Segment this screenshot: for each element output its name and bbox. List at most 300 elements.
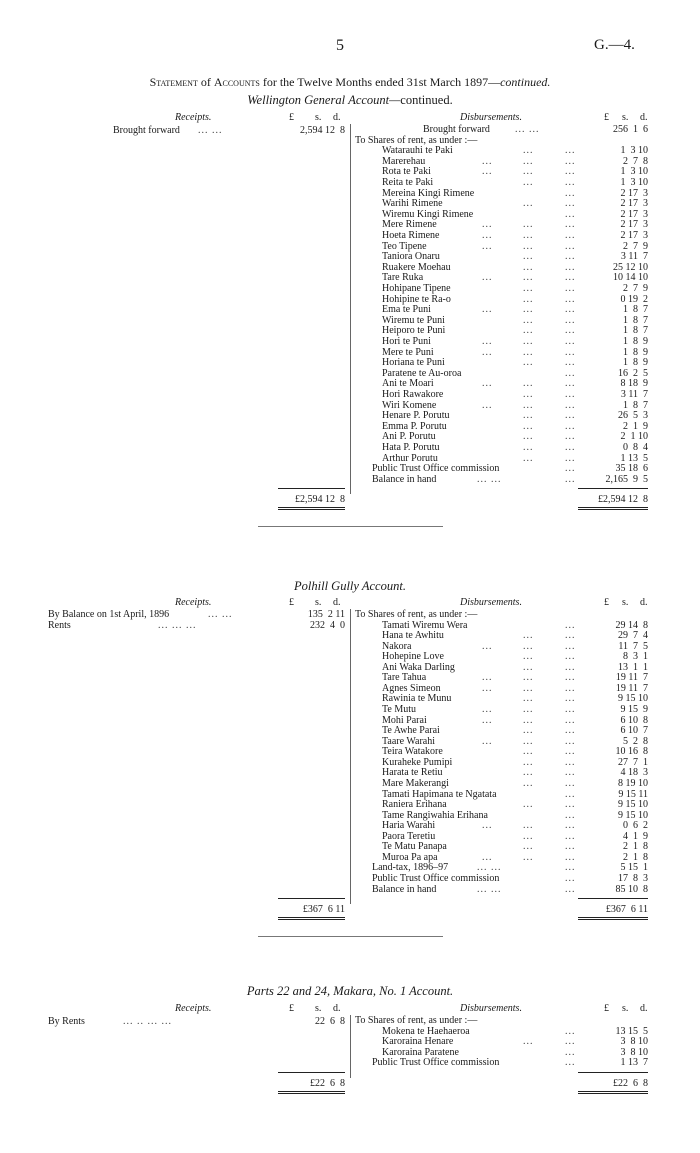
paper-reference: G.—4. (594, 37, 635, 53)
receipts-header: Receipts. (175, 112, 212, 123)
payee-name: Hohipane Tipene (382, 283, 451, 294)
disbursement-row (382, 230, 648, 241)
disbursement-row (382, 672, 648, 683)
payee-name: Hori te Puni (382, 336, 431, 347)
disbursement-row (382, 347, 648, 358)
disbursement-leader: ... (565, 208, 576, 220)
disbursement-amount: 3 11 7 (620, 389, 648, 400)
disbursement-amount: 9 15 10 (618, 799, 648, 811)
disbursement-leader: ... (523, 704, 534, 716)
receipts-currency-shillings: s. (315, 597, 322, 608)
disbursement-amount: 0 8 4 (623, 442, 648, 453)
payee-name: Mere Rimene (382, 219, 437, 231)
receipts-currency-pence: d. (333, 112, 341, 123)
disbursement-leader: ... (565, 682, 576, 694)
receipts-currency-pounds: £ (289, 1003, 294, 1014)
disbursement-leader: ... (565, 357, 576, 369)
disbursement-row (382, 378, 648, 389)
disbursement-row (382, 841, 648, 852)
disbursement-leader: ... (523, 714, 534, 726)
disbursement-leader: ... (565, 378, 576, 390)
disbursement-leader: ... (565, 177, 576, 188)
disbursement-amount: 2 17 3 (620, 219, 648, 231)
disbursement-leader: ... (565, 145, 576, 157)
disbursement-row (382, 757, 648, 768)
disbursement-leader: ... (523, 261, 534, 273)
disbursement-row (382, 188, 648, 199)
disbursement-tail-label: Balance in hand (372, 883, 437, 895)
disbursement-leader: ... (565, 187, 576, 199)
payee-name: Tare Ruka (382, 272, 424, 284)
disbursement-leader: ... (565, 261, 576, 273)
disbursement-row (382, 209, 648, 220)
payee-name: Karoraina Paratene (382, 1046, 459, 1058)
disbursement-leader: ... (565, 155, 576, 167)
receipt-label: By Balance on 1st April, 1896 (48, 609, 170, 620)
disbursement-amount: 6 10 7 (620, 725, 648, 737)
payee-name: Te Awhe Parai (382, 725, 440, 737)
payee-name: Ani P. Porutu (382, 431, 436, 443)
disbursement-leader: ... (565, 442, 576, 453)
disbursement-amount: 25 12 10 (613, 261, 648, 273)
disbursement-tail-row (372, 463, 648, 474)
disbursement-leader: ... (523, 357, 534, 369)
disbursement-leader: ... (523, 272, 534, 284)
disbursement-amount: 17 8 3 (618, 873, 648, 884)
receipt-amount: 22 6 8 (315, 1016, 345, 1027)
disbursements-total-rule (578, 898, 648, 899)
disbursement-leader: ... (523, 630, 534, 642)
disbursement-row (382, 198, 648, 209)
section-title-continued: continued. (400, 93, 453, 107)
disbursement-row (382, 336, 648, 347)
disbursement-leader: ... (482, 820, 493, 832)
disbursement-leader: ... (565, 725, 576, 737)
disbursement-amount: 11 7 5 (618, 640, 648, 652)
receipt-row (48, 609, 345, 620)
disbursement-amount: 2 17 3 (620, 198, 648, 210)
disbursement-leader: ... (565, 304, 576, 316)
payee-name: Mereina Kingi Rimene (382, 187, 475, 199)
disbursement-leader: ... (523, 378, 534, 390)
payee-name: Rota te Paki (382, 166, 431, 178)
receipt-leader: ... .. ... ... (123, 1016, 172, 1027)
disbursement-leader: ... (523, 735, 534, 747)
disbursement-amount: 9 15 9 (620, 704, 648, 716)
disbursement-tail-label: Public Trust Office commission (372, 873, 500, 884)
disbursement-leader: ... (565, 1036, 576, 1048)
disbursement-amount: 2 1 10 (620, 431, 648, 443)
disbursement-row (382, 357, 648, 368)
disbursement-row (382, 294, 648, 305)
disbursement-row (382, 431, 648, 442)
receipts-total-double-rule (278, 1091, 345, 1094)
disbursement-amount: 4 18 3 (620, 767, 648, 779)
disbursement-leader: ... (565, 756, 576, 768)
receipt-leader: ... ... ... (158, 619, 197, 631)
disbursement-leader: ... (565, 693, 576, 705)
disbursement-leader: ... (565, 777, 576, 789)
disbursement-leader: ... (565, 746, 576, 758)
disbursement-leader: ... (565, 367, 576, 379)
disbursement-leader: ... (565, 851, 576, 863)
disbursement-leader: ... (523, 746, 534, 758)
disbursement-leader: ... (482, 714, 493, 726)
disbursement-row (382, 651, 648, 662)
disbursement-leader: ... (565, 873, 576, 884)
disbursement-leader: ... (482, 272, 493, 284)
disbursement-amount: 2 7 9 (623, 283, 648, 294)
payee-name: Ani Waka Darling (382, 661, 455, 673)
disbursement-leader: ... (523, 314, 534, 326)
disbursement-amount: 27 7 1 (618, 756, 648, 768)
disbursement-leader: ... (523, 177, 534, 188)
disbursement-leader: ... (482, 672, 493, 684)
disbursement-amount: 1 8 7 (623, 325, 648, 337)
disbursement-leader: ... (482, 682, 493, 694)
disbursement-amount: 10 16 8 (615, 746, 648, 758)
disbursement-intro-row (355, 135, 648, 146)
payee-name: Mare Makerangi (382, 777, 449, 789)
receipt-label: Rents (48, 619, 71, 631)
disbursement-row (382, 725, 648, 736)
disbursement-leader: ... ... (477, 883, 502, 895)
disbursement-row (382, 389, 648, 400)
disbursement-intro-row (355, 124, 648, 135)
disbursement-amount: 0 19 2 (620, 293, 648, 305)
disbursement-leader: ... (523, 389, 534, 400)
disbursement-amount: 13 1 1 (618, 661, 648, 673)
disbursement-leader: ... (565, 883, 576, 895)
disbursement-leader: ... (565, 452, 576, 464)
section-divider (258, 936, 443, 937)
disbursement-leader: ... (565, 672, 576, 684)
section-title (0, 579, 700, 594)
disbursements-total: £2,594 12 8 (598, 494, 648, 506)
receipts-total-rule (278, 898, 345, 899)
disbursement-leader: ... (482, 704, 493, 716)
disbursement-amount: 1 8 7 (623, 314, 648, 326)
disbursement-row (382, 799, 648, 810)
disbursement-leader: ... (523, 336, 534, 347)
payee-name: Wiremu Kingi Rimene (382, 208, 474, 220)
disbursement-leader: ... ... (515, 124, 540, 135)
disbursement-amount: 256 1 6 (613, 124, 648, 135)
disbursement-amount: 1 8 9 (623, 357, 648, 369)
disbursement-leader: ... (565, 283, 576, 294)
title-of-word: of (200, 75, 211, 89)
disbursement-leader: ... (523, 346, 534, 358)
disbursement-leader: ... (482, 155, 493, 167)
disbursement-amount: 1 13 5 (620, 452, 648, 464)
disbursement-leader: ... (523, 756, 534, 768)
section-title-account: Account. (409, 984, 454, 998)
disbursement-leader: ... (565, 463, 576, 475)
disbursements-total-double-rule (578, 1091, 648, 1094)
disbursement-row (382, 641, 648, 652)
disbursement-leader: ... (565, 336, 576, 347)
disbursements-header: Disbursements. (460, 112, 522, 123)
disbursement-leader: ... (482, 240, 493, 252)
disbursement-amount: 1 3 10 (620, 166, 648, 178)
disbursement-row (382, 453, 648, 464)
disbursement-tail-row (372, 873, 648, 884)
receipts-total: £2,594 12 8 (295, 494, 345, 506)
disbursement-leader: ... (482, 378, 493, 390)
payee-name: Te Mutu (382, 704, 417, 716)
disbursement-leader: ... (565, 389, 576, 400)
disbursement-amount: 2 7 9 (623, 240, 648, 252)
payee-name: Te Matu Panapa (382, 841, 447, 853)
disbursement-leader: ... (565, 830, 576, 842)
disbursement-leader: ... (523, 452, 534, 464)
payee-name: Taniora Onaru (382, 251, 440, 263)
disbursement-intro-row (355, 609, 648, 620)
column-separator (350, 609, 351, 904)
disbursement-leader: ... (565, 788, 576, 800)
disbursement-amount: 16 2 5 (618, 367, 648, 379)
payee-name: Hohepine Love (382, 651, 444, 663)
disbursement-amount: 29 14 8 (615, 619, 648, 631)
disbursement-leader: ... (565, 230, 576, 241)
disbursement-row (382, 620, 648, 631)
payee-name: Hori Rawakore (382, 389, 444, 400)
disbursement-leader: ... (523, 799, 534, 811)
disbursement-leader: ... (565, 651, 576, 663)
disbursement-leader: ... (565, 661, 576, 673)
disbursement-row (382, 442, 648, 453)
disbursement-leader: ... (523, 240, 534, 252)
disbursement-leader: ... (482, 304, 493, 316)
payee-name: Heiporo te Puni (382, 325, 446, 337)
disbursements-total: £22 6 8 (613, 1078, 648, 1089)
disbursements-total-double-rule (578, 917, 648, 920)
disbursement-leader: ... (565, 841, 576, 853)
receipts-currency-pounds: £ (289, 112, 294, 123)
section-title-account: Account. (361, 579, 406, 593)
disbursement-leader: ... (523, 442, 534, 453)
disbursement-leader: ... (565, 240, 576, 252)
disbursement-amount: 2 17 3 (620, 230, 648, 241)
disbursement-row (382, 831, 648, 842)
disbursement-leader: ... (482, 640, 493, 652)
disbursement-leader: ... (523, 325, 534, 337)
payee-name: Hana te Awhitu (382, 630, 444, 642)
disbursement-leader: ... (523, 820, 534, 832)
disbursement-leader: ... (565, 251, 576, 263)
disbursement-leader: ... (565, 630, 576, 642)
disbursement-amount: 2 7 8 (623, 155, 648, 167)
disbursement-leader: ... (482, 219, 493, 231)
disbursement-intro-label: Brought forward (423, 124, 490, 135)
disbursement-tail-row (372, 862, 648, 873)
payee-name: Mere te Puni (382, 346, 434, 358)
receipts-currency-shillings: s. (315, 1003, 322, 1014)
column-separator (350, 1015, 351, 1078)
payee-name: Horiana te Puni (382, 357, 445, 369)
disbursement-amount: 1 3 10 (620, 177, 648, 188)
disbursement-leader: ... ... (477, 473, 502, 485)
disbursement-amount: 1 13 7 (620, 1057, 648, 1069)
disb-currency-pence: d. (640, 112, 648, 123)
title-rest: for the Twelve Months ended 31st March 1897— (262, 75, 501, 89)
receipts-total-rule (278, 1072, 345, 1073)
disb-currency-shillings: s. (622, 112, 629, 123)
payee-name: Agnes Simeon (382, 682, 441, 694)
disbursement-leader: ... (523, 661, 534, 673)
disbursement-amount: 5 15 1 (620, 862, 648, 874)
disbursement-leader: ... (565, 272, 576, 284)
payee-name: Wiri Komene (382, 399, 437, 411)
disbursement-amount: 8 3 1 (623, 651, 648, 663)
disbursements-header: Disbursements. (460, 1003, 522, 1014)
disbursement-leader: ... (565, 619, 576, 631)
disbursement-amount: 0 6 2 (623, 820, 648, 832)
disbursement-leader: ... (565, 1025, 576, 1037)
disbursement-amount: 8 18 9 (620, 378, 648, 390)
disbursement-leader: ... (523, 410, 534, 422)
payee-name: Paratene te Au-oroa (382, 367, 462, 379)
disbursement-leader: ... (565, 640, 576, 652)
disbursement-leader: ... (482, 735, 493, 747)
section-divider (258, 526, 443, 527)
disbursement-row (382, 219, 648, 230)
disbursement-amount: 2 1 9 (623, 420, 648, 432)
payee-name: Hohipine te Ra-o (382, 293, 451, 305)
disb-currency-pounds: £ (604, 597, 609, 608)
payee-name: Rawinia te Munu (382, 693, 452, 705)
payee-name: Tame Rangiwahia Erihana (382, 809, 488, 821)
payee-name: Tare Tahua (382, 672, 427, 684)
disbursement-leader: ... (523, 283, 534, 294)
disbursement-amount: 9 15 10 (618, 693, 648, 705)
disbursement-leader: ... (565, 704, 576, 716)
disbursement-leader: ... (565, 314, 576, 326)
disbursement-row (382, 400, 648, 411)
payee-name: Teira Watakore (382, 746, 443, 758)
disb-currency-pounds: £ (604, 1003, 609, 1014)
disbursement-leader: ... (523, 640, 534, 652)
receipts-total: £367 6 11 (302, 904, 345, 916)
disbursement-amount: 3 11 7 (620, 251, 648, 263)
disbursement-leader: ... (565, 820, 576, 832)
disbursement-intro-row (355, 1015, 648, 1026)
disbursement-leader: ... (565, 346, 576, 358)
disbursement-amount: 3 8 10 (620, 1036, 648, 1048)
disbursement-amount: 19 11 7 (615, 682, 648, 694)
disbursement-leader: ... (523, 219, 534, 231)
disbursement-leader: ... (482, 230, 493, 241)
payee-name: Taare Warahi (382, 735, 435, 747)
disbursement-leader: ... (523, 155, 534, 167)
disbursement-leader: ... (523, 198, 534, 210)
disbursement-intro-label: To Shares of rent, as under :— (355, 1015, 478, 1026)
disbursement-row (382, 251, 648, 262)
disbursement-leader: ... (523, 420, 534, 432)
disbursement-leader: ... (523, 693, 534, 705)
disbursement-leader: ... (565, 219, 576, 231)
disb-currency-pounds: £ (604, 112, 609, 123)
section-title (0, 984, 700, 999)
payee-name: Reita te Paki (382, 177, 434, 188)
receipt-amount: 135 2 11 (307, 609, 345, 620)
disbursement-amount: 2 1 8 (623, 841, 648, 853)
disbursement-amount: 2 17 3 (620, 187, 648, 199)
payee-name: Emma P. Porutu (382, 420, 447, 432)
payee-name: Ema te Puni (382, 304, 431, 316)
disb-currency-shillings: s. (622, 1003, 629, 1014)
disbursement-row (382, 304, 648, 315)
receipts-currency-shillings: s. (315, 112, 322, 123)
disbursement-leader: ... (482, 336, 493, 347)
payee-name: Haria Warahi (382, 820, 436, 832)
disbursement-amount: 1 8 7 (623, 304, 648, 316)
receipt-amount: 2,594 12 8 (300, 125, 345, 136)
disbursement-intro-label: To Shares of rent, as under :— (355, 609, 478, 620)
receipts-currency-pounds: £ (289, 597, 294, 608)
disbursement-row (382, 767, 648, 778)
disbursement-row (382, 1036, 648, 1047)
disbursement-leader: ... (565, 1057, 576, 1069)
disbursement-amount: 35 18 6 (615, 463, 648, 475)
disbursement-row (382, 693, 648, 704)
receipt-label: By Rents (48, 1016, 85, 1027)
disbursement-leader: ... (523, 651, 534, 663)
column-separator (350, 124, 351, 494)
disbursement-row (382, 241, 648, 252)
disbursement-leader: ... (523, 304, 534, 316)
disbursement-leader: ... (565, 862, 576, 874)
receipt-row (48, 1016, 345, 1027)
disbursement-row (382, 715, 648, 726)
disbursement-leader: ... (523, 841, 534, 853)
disbursement-amount: 8 19 10 (618, 777, 648, 789)
payee-name: Marerehau (382, 155, 426, 167)
payee-name: Raniera Erihana (382, 799, 447, 811)
payee-name: Wiremu te Puni (382, 314, 445, 326)
payee-name: Karoraina Henare (382, 1036, 454, 1048)
disbursement-leader: ... (565, 198, 576, 210)
disbursement-leader: ... (565, 1046, 576, 1058)
disbursement-amount: 85 10 8 (615, 883, 648, 895)
disbursement-row (382, 166, 648, 177)
disbursement-row (382, 683, 648, 694)
title-accounts-word: Accounts (213, 75, 260, 89)
disbursement-row (382, 778, 648, 789)
title-continued: continued. (500, 75, 551, 89)
disbursement-amount: 1 8 9 (623, 346, 648, 358)
disbursement-row (382, 283, 648, 294)
payee-name: Tamati Wiremu Wera (382, 619, 468, 631)
disbursement-tail-row (372, 1057, 648, 1068)
receipts-currency-pence: d. (333, 1003, 341, 1014)
disbursement-leader: ... (523, 672, 534, 684)
disbursement-leader: ... (482, 851, 493, 863)
disbursement-row (382, 315, 648, 326)
disbursement-leader: ... (523, 399, 534, 411)
disbursement-row (382, 262, 648, 273)
disbursement-amount: 5 2 8 (623, 735, 648, 747)
payee-name: Ani te Moari (382, 378, 434, 390)
disbursement-leader: ... (523, 851, 534, 863)
disbursements-total-double-rule (578, 507, 648, 510)
disbursement-leader: ... (565, 809, 576, 821)
disbursement-amount: 13 15 5 (615, 1025, 648, 1037)
disbursement-leader: ... (523, 682, 534, 694)
disbursement-tail-row (372, 884, 648, 895)
receipt-row (48, 125, 345, 136)
disbursement-leader: ... (523, 767, 534, 779)
